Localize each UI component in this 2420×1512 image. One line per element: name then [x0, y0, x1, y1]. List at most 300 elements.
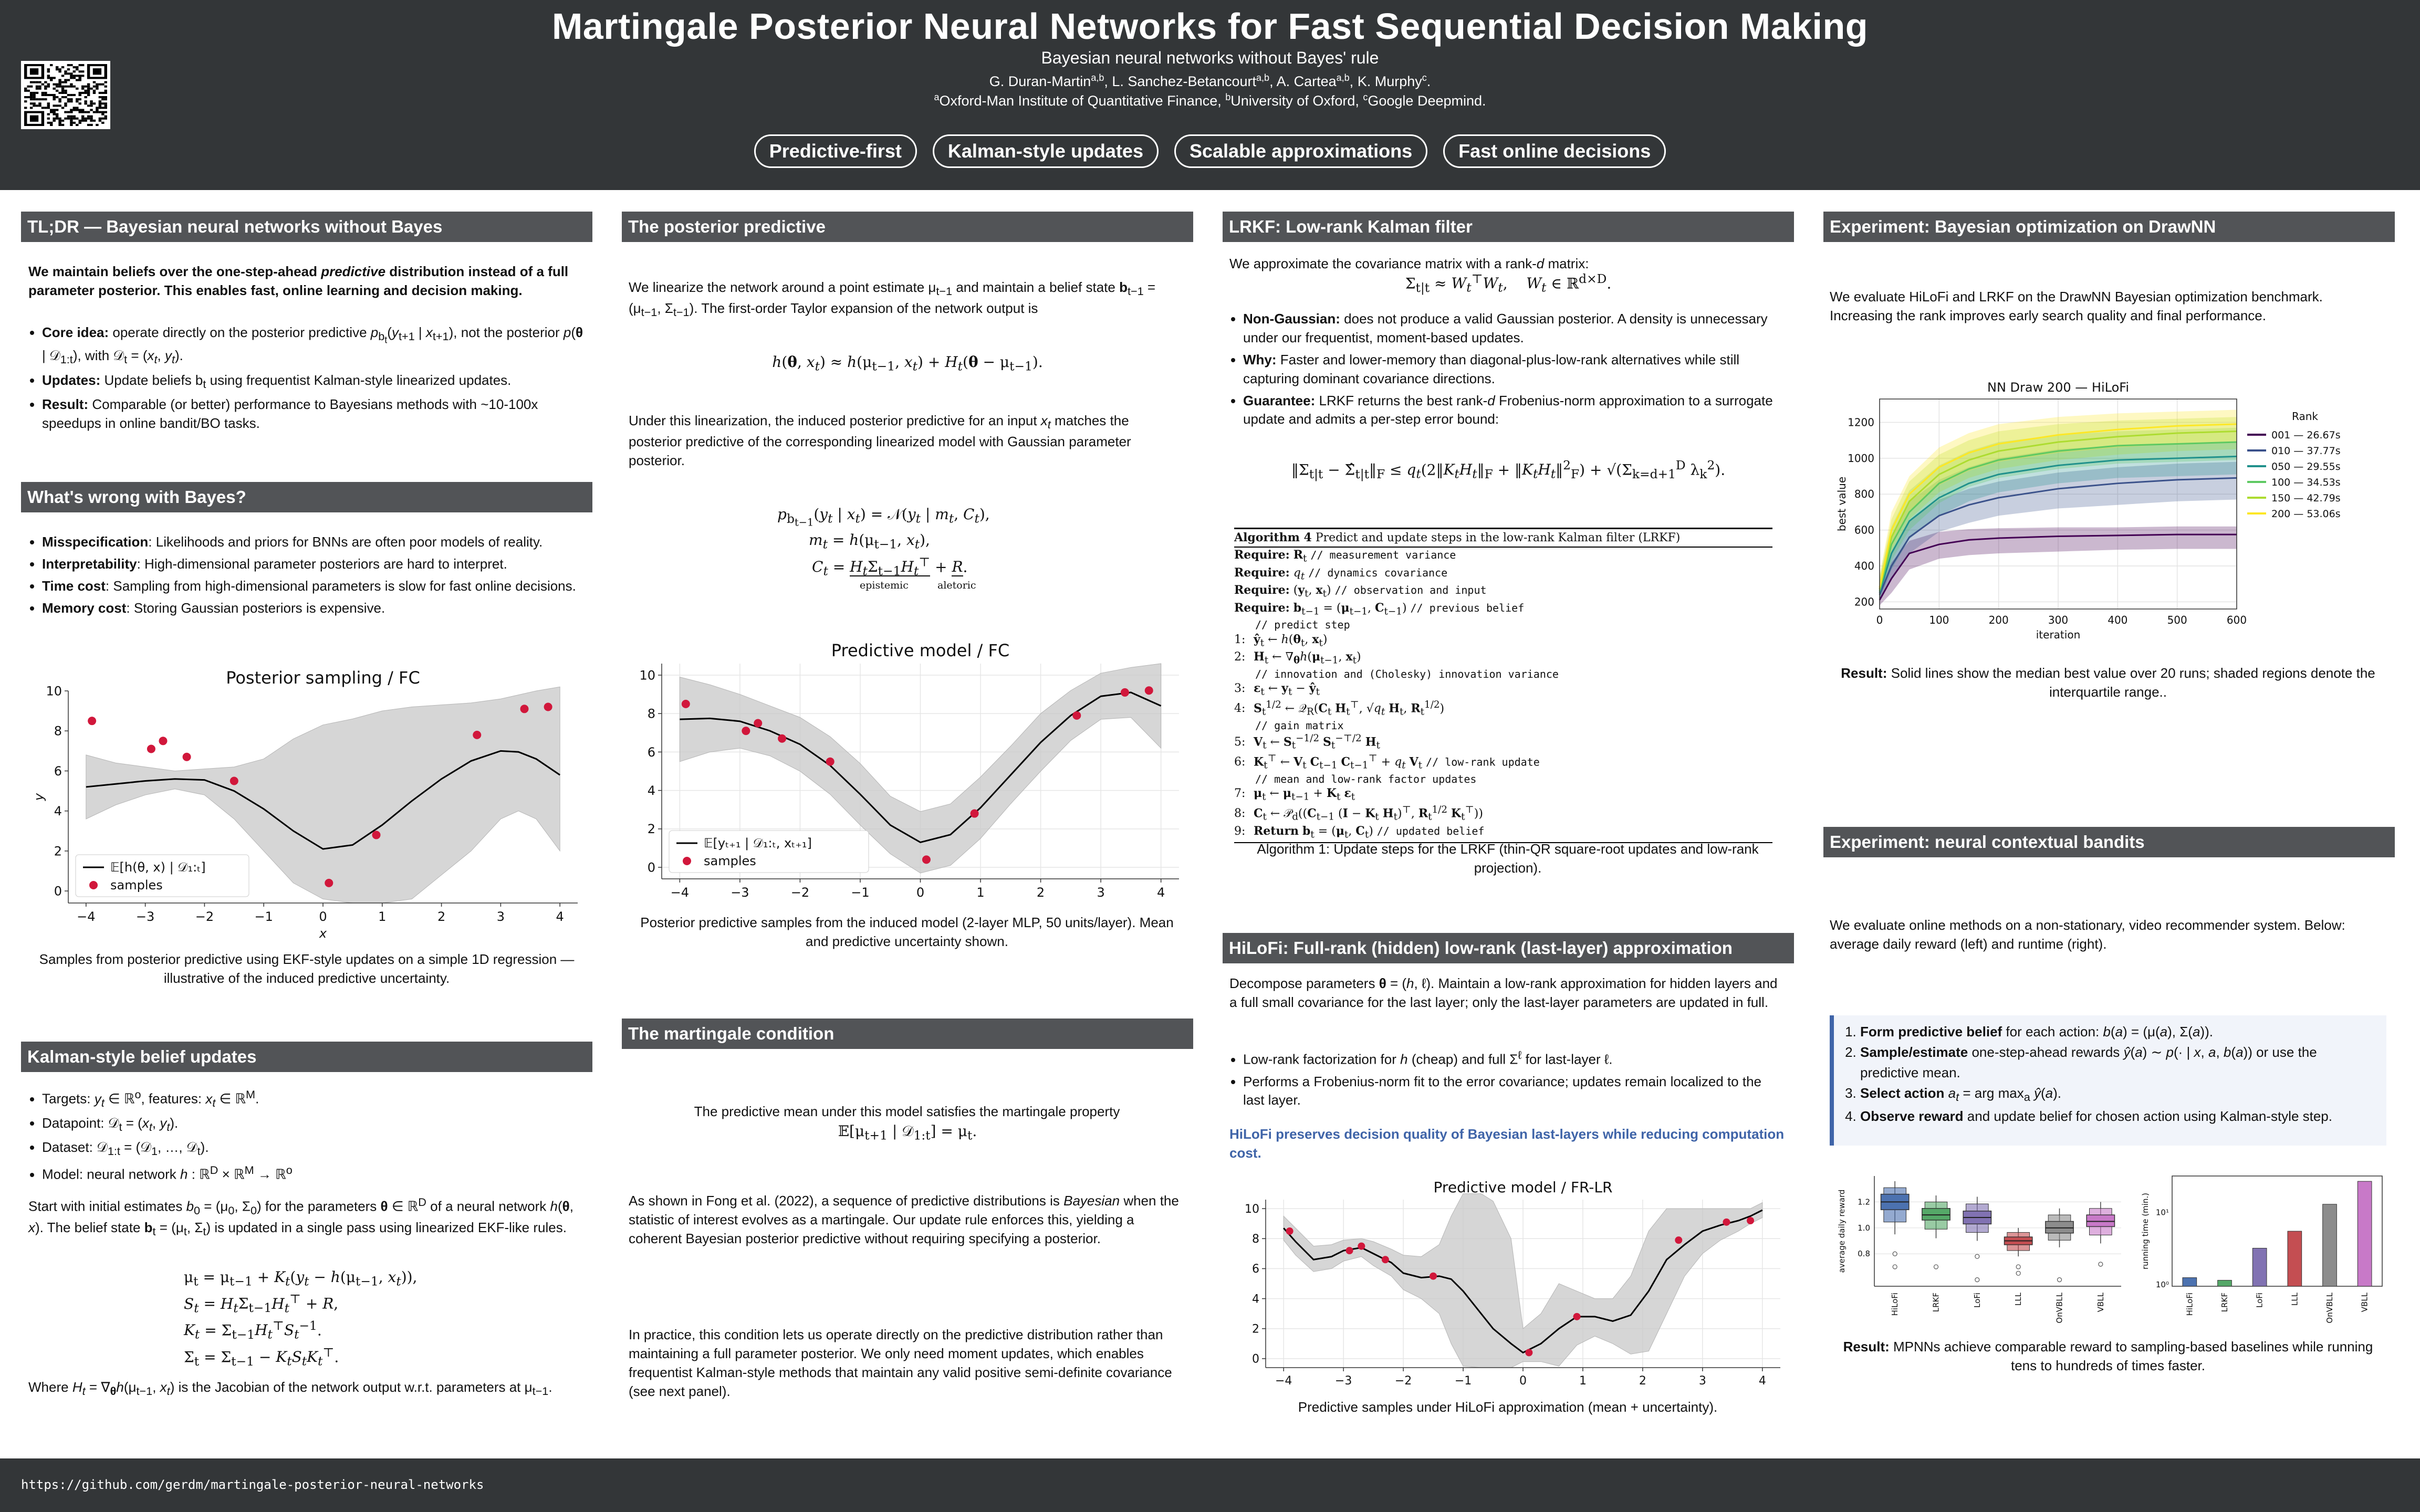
- qr-module: [96, 111, 98, 113]
- x-tick-label: 500: [2167, 614, 2187, 626]
- req-text: observation and input: [1353, 584, 1487, 597]
- qr-module: [70, 111, 72, 113]
- predictive-equations: $p_{b_{t-1}}(y_t$ | $x_t$) = $𝒩(y_t$ | $m_t$, $C_t$), $m_t = h(\mu_{t-1}$, $x_t$), $C_t = H_t\Sigma_{t-1}H_t^⊤ + R$. epistemic aletoric: [777, 506, 990, 591]
- sample-point: [1430, 1273, 1437, 1280]
- alg-comment: // gain matrix: [1255, 719, 1344, 732]
- lrkf-item: • Guarantee: LRKF returns the best rank-d Frobenius-norm approximation to a surrogate update and admits a per-step error bound:: [1243, 392, 1786, 429]
- qr-module: [67, 116, 70, 118]
- qr-finder: [30, 116, 38, 122]
- author: K. Murphy: [1357, 74, 1422, 89]
- sample-point: [1286, 1227, 1294, 1235]
- x-tick-label: VBLL: [2095, 1293, 2105, 1312]
- qr-module: [47, 118, 50, 120]
- bullet-text: , with: [77, 348, 113, 364]
- kalman-heading: Kalman-style belief updates: [21, 1042, 592, 1072]
- qr-module: [56, 109, 58, 111]
- para-text: when the statistic of interest evolves as a martingale. Our update rule enforces this, yielding a coherent Bayesian posterior predictive without requiring specifying a posterior.: [629, 1193, 1179, 1246]
- legend-title: Rank: [2292, 410, 2318, 423]
- affil-sup: a: [934, 92, 940, 102]
- x-tick-label: −4: [77, 909, 96, 924]
- qr-module: [90, 124, 92, 126]
- y-tick-label: 800: [1854, 488, 1874, 501]
- box-outlier: [2099, 1262, 2103, 1266]
- y-tick-label: 4: [647, 783, 655, 799]
- qr-module: [50, 111, 53, 113]
- poster-header: [0, 0, 2420, 190]
- tldr-lead: [28, 262, 585, 300]
- y-axis-label: best value: [1835, 476, 1848, 532]
- qr-module: [76, 68, 78, 70]
- y-axis-label: average daily reward: [1837, 1189, 1847, 1273]
- req-text: previous belief: [1429, 601, 1525, 614]
- predictive-p2: Under this linearization, the induced posterior predictive for an input $x_t$ matches the posterior predictive of the corresponding linearized model with Gaussian parameter posterior.: [629, 413, 1131, 468]
- x-tick-label: 0: [1876, 614, 1883, 626]
- y-axis-label: running time (min.): [2141, 1192, 2150, 1270]
- x-tick-label: 4: [556, 909, 564, 924]
- sample-point: [372, 831, 381, 839]
- legend-label: 𝔼[h(θ, x) | 𝒟₁:ₜ]: [110, 860, 206, 875]
- chart-title: Predictive model / FR-LR: [1433, 1179, 1613, 1196]
- qr-module: [50, 124, 53, 126]
- qr-module: [53, 113, 55, 116]
- lrkf-heading: LRKF: Low-rank Kalman filter: [1223, 212, 1794, 242]
- martingale-equation: $𝔼[\mu_{t+1}$ | 𝒟$_{1:t}$] = $\mu_t$.: [838, 1122, 977, 1143]
- chart-title: NN Draw 200 — HiLoFi: [1987, 380, 2129, 395]
- x-tick-label: −2: [195, 909, 214, 924]
- y-tick-label: 600: [1854, 523, 1874, 537]
- x-tick-label: 1: [976, 885, 985, 900]
- bo-drawnn-chart: [1830, 375, 2392, 654]
- sample-point: [1145, 686, 1153, 695]
- kalman-paragraph: Start with initial estimates $b_0 = (\mu_0$, $\Sigma_0$) for the parameters θ ∈ ℝ$^D$ of a neural network h(θ, x). The belief state $b_t = (\mu_t$, $\Sigma_t$) is updated in a single pass using linearized EKF-like rules.: [28, 1195, 573, 1238]
- qr-module: [58, 68, 61, 70]
- bullet-text: Datapoint:: [42, 1115, 108, 1131]
- hilofi-item: • Low-rank factorization for h (cheap) and full $\Sigma^\ell$ for last-layer ℓ.: [1243, 1047, 1786, 1069]
- qr-module: [93, 120, 96, 122]
- legend-label: 𝔼[yₜ₊₁ | 𝒟₁:ₜ, xₜ₊₁]: [704, 836, 812, 850]
- y-tick-label: 10: [639, 668, 655, 683]
- kalman-item: • Datapoint: 𝒟$_t$ = ($x_t$, $y_t$).: [42, 1114, 585, 1135]
- bullet-text: , not the posterior: [453, 324, 564, 340]
- qr-module: [79, 109, 81, 111]
- sample-point: [1346, 1247, 1353, 1254]
- alg-title: Algorithm 4: [1234, 531, 1312, 544]
- bullet-text: : Storing Gaussian posteriors is expensive.: [126, 600, 385, 616]
- tldr-heading: TL;DR — Bayesian neural networks without Bayes: [21, 212, 592, 242]
- qr-module: [76, 109, 78, 111]
- sample-point: [826, 758, 835, 766]
- para-text: matches the posterior predictive of the corresponding linearized model with Gaussian parameter posterior.: [629, 413, 1131, 468]
- hilofi-caption: Predictive samples under HiLoFi approximation (mean + uncertainty).: [1298, 1399, 1718, 1415]
- pill-predictive-first: Predictive-first: [754, 134, 917, 168]
- y-tick-label: 10: [1245, 1202, 1259, 1216]
- qr-module: [47, 122, 50, 124]
- qr-module: [53, 111, 55, 113]
- tldr-bullets: [28, 323, 585, 436]
- y-tick-label: 4: [1252, 1293, 1259, 1306]
- bo-p1: We evaluate HiLoFi and LRKF on the DrawNN Bayesian optimization benchmark. Increasing the rank improves early search quality and final performance.: [1830, 289, 2323, 323]
- sample-point: [971, 810, 979, 818]
- sample-point: [742, 727, 750, 735]
- para-text: for the parameters: [261, 1198, 381, 1214]
- alg-title-text: Predict and update steps in the low-rank Kalman filter (LRKF): [1311, 531, 1681, 544]
- box-outlier: [1934, 1265, 1938, 1269]
- chart-title: Posterior sampling / FC: [226, 668, 420, 688]
- bullet-label: Interpretability: [42, 555, 137, 572]
- step-text: for each action:: [2002, 1024, 2103, 1040]
- qr-module: [61, 124, 64, 126]
- x-tick-label: LoFi: [2255, 1293, 2265, 1308]
- alg-comment: // low-rank update: [1426, 755, 1540, 769]
- result-text: MPNNs achieve comparable reward to sampling-based baselines while running tens to hundreds of times faster.: [1889, 1339, 2373, 1373]
- martingale-p3: In practice, this condition lets us operate directly on the predictive distribution rather than maintaining a full parameter posterior. We only need moment updates, which enables frequentist Kalman-style methods that maintain any valid positive semi-definite covariance (see next panel).: [629, 1327, 1172, 1399]
- para-text: of a neural network: [426, 1198, 550, 1214]
- box-iqr: [2046, 1221, 2073, 1233]
- qr-module: [90, 118, 92, 120]
- x-tick-label: LLL: [2290, 1293, 2300, 1306]
- tldr-updates: • Updates: Update beliefs $b_t$ using frequentist Kalman-style linearized updates.: [42, 371, 585, 392]
- wrong-item: [42, 599, 585, 618]
- req-text: measurement variance: [1329, 549, 1456, 562]
- box-letter-value: [1966, 1224, 1989, 1232]
- bullet-text: Performs a Frobenius-norm fit to the error covariance; updates remain localized to the last layer.: [1243, 1073, 1762, 1108]
- lowrank-equation: $\Sigma_{t|t} \approx W_t^⊤W_t$, $W_t$ ∈ ℝ$^{d\times D}$.: [1405, 271, 1612, 295]
- x-tick-label: LRKF: [1931, 1293, 1941, 1312]
- sample-point: [682, 700, 690, 708]
- x-tick-label: 1: [1579, 1374, 1587, 1388]
- x-tick-label: 4: [1758, 1374, 1766, 1388]
- poster-subtitle: Bayesian neural networks without Bayes' rule: [1041, 48, 1379, 67]
- qr-module: [73, 116, 76, 118]
- lrkf-p1: We approximate the covariance matrix with a rank-d matrix:: [1229, 256, 1589, 271]
- y-tick-label: 0: [647, 860, 655, 875]
- pill-kalman-updates: Kalman-style updates: [933, 134, 1159, 168]
- qr-module: [61, 120, 64, 122]
- alg-comment: // mean and low-rank factor updates: [1255, 772, 1477, 785]
- bandits-heading: Experiment: neural contextual bandits: [1823, 827, 2395, 857]
- qr-module: [105, 111, 107, 113]
- qr-module: [53, 120, 55, 122]
- qr-module: [81, 116, 84, 118]
- wrong-caption: Samples from posterior predictive using EKF-style updates on a simple 1D regression — illustrative of the induced predictive uncertainty.: [39, 951, 575, 986]
- wrong-item: [42, 533, 585, 552]
- bullet-label: Core idea:: [42, 324, 109, 340]
- x-tick-label: −3: [1334, 1374, 1352, 1388]
- legend-label: 001 — 26.67s: [2271, 429, 2341, 441]
- x-tick-label: 600: [2226, 614, 2247, 626]
- x-tick-label: LoFi: [1972, 1293, 1982, 1308]
- tldr-core-idea: • Core idea: operate directly on the posterior predictive $p_{b_t}(y_{t+1}$ | $x_{t+1}$), not the posterior p(θ | 𝒟$_{1:t}$), with 𝒟$_t$ = ($x_t$, $y_t$).: [42, 323, 585, 368]
- bandit-step: 2. Sample/estimate one-step-ahead rewards ŷ(a) ∼ p(· | x, a, b(a)) or use the predictive mean.: [1860, 1042, 2378, 1083]
- req-label: Require:: [1234, 601, 1290, 615]
- wrong-heading: What's wrong with Bayes?: [21, 482, 592, 512]
- y-tick-label: 8: [647, 706, 655, 721]
- x-tick-label: 3: [1698, 1374, 1706, 1388]
- hilofi-bullets: [1229, 1047, 1786, 1113]
- runtime-bar: [2323, 1204, 2337, 1286]
- y-tick-label: 10⁰: [2155, 1279, 2169, 1289]
- jacobian-note: Where $H_t = \nabla_\theta h(\mu_{t-1}$, $x_t$) is the Jacobian of the network output w.r.t. parameters at $\mu_{t-1}$.: [28, 1379, 552, 1398]
- qr-module: [90, 120, 92, 122]
- kalman-item: • Dataset: 𝒟$_{1:t}$ = (𝒟$_1$, …, 𝒟$_t$).: [42, 1138, 585, 1159]
- runtime-bar: [2252, 1248, 2267, 1286]
- sample-point: [1525, 1349, 1532, 1356]
- para-text: As shown in Fong et al. (2022), a sequence of predictive distributions is: [629, 1193, 1064, 1209]
- qr-module: [70, 116, 72, 118]
- qr-module: [76, 124, 78, 126]
- bullet-text: : Likelihoods and priors for BNNs are often poor models of reality.: [148, 534, 543, 550]
- box-outlier: [1893, 1265, 1897, 1269]
- author-list: G. Duran-Martin$^{a,b}$, L. Sanchez-Betancourt$^{a,b}$, A. Cartea$^{a,b}$, K. Murphy$^c$.: [989, 72, 1431, 89]
- box-letter-value: [1884, 1210, 1906, 1222]
- x-tick-label: 100: [1929, 614, 1949, 626]
- x-tick-label: OnVBLL: [2325, 1293, 2334, 1324]
- para-text: Under this linearization, the induced posterior predictive for an input: [629, 413, 1041, 428]
- qr-module: [50, 122, 53, 124]
- kalman-item: • Model: neural network h : ℝ$^D$ × ℝ$^M$ → ℝ$^o$: [42, 1162, 585, 1184]
- tldr-lead-a: We maintain beliefs over the one-step-ahead: [28, 264, 321, 279]
- qr-module: [96, 109, 98, 111]
- qr-module: [81, 120, 84, 122]
- lrkf-item: [1243, 310, 1786, 348]
- y-tick-label: 400: [1854, 559, 1874, 572]
- qr-module: [105, 116, 107, 118]
- qr-module: [70, 118, 72, 120]
- result-text: Solid lines show the median best value over 20 runs; shaded regions denote the interquartile range..: [1887, 665, 2375, 700]
- x-axis-label: iteration: [2036, 628, 2081, 641]
- qr-module: [99, 111, 101, 113]
- para-text: is the Jacobian of the network output w.r.t. parameters at: [174, 1379, 525, 1395]
- bullet-label: Non-Gaussian:: [1243, 311, 1340, 327]
- epistemic-label: epistemic: [860, 579, 909, 591]
- legend-label: 150 — 42.79s: [2271, 492, 2341, 504]
- qr-module: [56, 116, 58, 118]
- sample-point: [1747, 1217, 1754, 1224]
- bullet-text: Faster and lower-memory than diagonal-plus-low-rank alternatives while still capturing dominant covariance directions.: [1243, 351, 1740, 386]
- qr-module: [53, 118, 55, 120]
- bullet-text: using frequentist Kalman-style linearized updates.: [206, 372, 512, 388]
- para-text: Where: [28, 1379, 72, 1395]
- bullet-label: Result:: [42, 396, 89, 412]
- para-text: Decompose parameters: [1229, 975, 1379, 991]
- qr-module: [70, 120, 72, 122]
- box-letter-value: [1925, 1202, 1947, 1208]
- github-link[interactable]: https://github.com/gerdm/martingale-posterior-neural-networks: [21, 1477, 484, 1492]
- x-tick-label: 0: [319, 909, 327, 924]
- qr-module: [76, 118, 78, 120]
- para-text: We approximate the covariance matrix with a rank-: [1229, 256, 1537, 271]
- y-tick-label: 10¹: [2155, 1208, 2169, 1217]
- posterior-sampling-chart: [32, 667, 588, 940]
- box-outlier: [2016, 1265, 2020, 1269]
- bandits-p1: We evaluate online methods on a non-stationary, video recommender system. Below: average daily reward (left) and runtime (right).: [1830, 917, 2345, 952]
- kalman-bullets: [28, 1087, 585, 1187]
- x-tick-label: −4: [1275, 1374, 1292, 1388]
- y-tick-label: 1.0: [1858, 1223, 1870, 1233]
- x-tick-label: −3: [731, 885, 749, 900]
- box-iqr: [2087, 1215, 2114, 1226]
- bandit-runtime-barchart: [2135, 1166, 2393, 1334]
- taylor-equation: h(θ, $x_t) \approx h(\mu_{t-1}$, $x_t) + H_t(\theta - \mu_{t-1})$.: [772, 353, 1043, 374]
- step-label: Observe reward: [1860, 1108, 1964, 1124]
- y-tick-label: 1.2: [1858, 1197, 1870, 1207]
- box-letter-value: [2090, 1209, 2112, 1215]
- qr-module: [70, 109, 72, 111]
- bullet-text: : Sampling from high-dimensional parameters is slow for fast online decisions.: [105, 578, 576, 594]
- y-tick-label: 10: [46, 684, 62, 699]
- predictive-heading: The posterior predictive: [622, 212, 1193, 242]
- bandit-step: [1860, 1106, 2378, 1127]
- bullet-text: does not produce a valid Gaussian posterior. A density is unnecessary under our frequentist, moment-based updates.: [1243, 311, 1768, 345]
- affiliation: Oxford-Man Institute of Quantitative Finance,: [939, 93, 1222, 109]
- kalman-equations: $\mu_t = \mu_{t-1} + K_t(y_t - h(\mu_{t-1}$, $x_t$)), $S_t = H_t\Sigma_{t-1}H_t^⊤ + R$, $K_t = \Sigma_{t-1}H_t^⊤S_t^{-1}$. $\Sigma_t = \Sigma_{t-1} - K_tS_tK_t^⊤$.: [184, 1268, 418, 1369]
- para-text: . Maintain a low-rank approximation for hidden layers and a full small covariance for the last layer; only the last-layer parameters are updated in full.: [1229, 975, 1778, 1010]
- wrong-item: [42, 555, 585, 574]
- y-tick-label: 0: [54, 884, 62, 899]
- predictive-caption: Posterior predictive samples from the induced model (2-layer MLP, 50 units/layer). Mean and predictive uncertainty shown.: [640, 915, 1174, 949]
- qr-module: [56, 68, 58, 70]
- bullet-text: Dataset:: [42, 1139, 97, 1155]
- box-letter-value: [1884, 1188, 1906, 1194]
- runtime-bar: [2218, 1280, 2232, 1286]
- x-tick-label: 4: [1156, 885, 1165, 900]
- chart-title: Predictive model / FC: [831, 640, 1010, 660]
- para-text: . The belief state: [39, 1219, 144, 1235]
- martingale-p1: The predictive mean under this model satisfies the martingale property: [694, 1104, 1120, 1119]
- kalman-item: • Targets: $y_t$ ∈ ℝ$^o$, features: $x_t$ ∈ ℝ$^M$.: [42, 1087, 585, 1111]
- pill-scalable: Scalable approximations: [1174, 134, 1427, 168]
- step-text: [1944, 1085, 1948, 1101]
- qr-module: [84, 118, 87, 120]
- x-tick-label: HiLoFi: [1890, 1293, 1900, 1316]
- para-text: is updated in a single pass using linearized EKF-like rules.: [211, 1219, 567, 1235]
- box-letter-value: [1966, 1204, 1989, 1211]
- bullet-text: (cheap) and full: [1407, 1051, 1510, 1067]
- y-tick-label: 6: [647, 744, 655, 760]
- sample-point: [147, 745, 155, 753]
- qr-module: [58, 118, 61, 120]
- hilofi-p1: Decompose parameters θ = (h, ℓ). Maintain a low-rank approximation for hidden layers and a full small covariance for the last layer; only the last-layer parameters are updated in full.: [1229, 975, 1778, 1010]
- affiliations: [0, 92, 2420, 109]
- pill-fast-decisions: Fast online decisions: [1443, 134, 1666, 168]
- bullet-text: Comparable (or better) performance to Bayesians methods with ~10-100x speedups in online bandit/BO tasks.: [42, 396, 538, 431]
- tldr-result: [42, 395, 585, 433]
- bullet-text: , features:: [141, 1090, 206, 1107]
- affil-sup: c: [1363, 92, 1368, 102]
- sample-point: [1573, 1313, 1581, 1320]
- y-tick-label: 2: [1252, 1322, 1259, 1336]
- qr-module: [99, 118, 101, 120]
- step-text: or use the predictive mean.: [1860, 1044, 2317, 1080]
- x-tick-label: 2: [1639, 1374, 1646, 1388]
- sample-point: [473, 731, 481, 739]
- x-tick-label: 200: [1988, 614, 2009, 626]
- x-tick-label: VBLL: [2360, 1293, 2370, 1312]
- sample-point: [1382, 1256, 1389, 1263]
- y-tick-label: 0: [1252, 1352, 1259, 1366]
- bullet-text: Low-rank factorization for: [1243, 1051, 1401, 1067]
- qr-module: [67, 68, 70, 70]
- hilofi-heading: HiLoFi: Full-rank (hidden) low-rank (last-layer) approximation: [1223, 933, 1794, 963]
- aleatoric-label: aletoric: [937, 579, 976, 591]
- qr-module: [47, 68, 50, 70]
- y-tick-label: 2: [647, 822, 655, 837]
- tldr-lead-em: predictive: [321, 264, 386, 279]
- qr-module: [101, 111, 104, 113]
- bullet-label: Misspecification: [42, 534, 149, 550]
- qr-module: [87, 118, 90, 120]
- lrkf-caption: Algorithm 1: Update steps for the LRKF (thin-QR square-root updates and low-rank projection).: [1257, 841, 1759, 876]
- y-tick-label: 2: [54, 844, 62, 859]
- legend-label: 200 — 53.06s: [2271, 508, 2341, 520]
- affil-sup: b: [1225, 92, 1231, 102]
- qr-module: [96, 124, 98, 126]
- sample-point: [183, 753, 191, 761]
- req-label: Require:: [1234, 548, 1290, 562]
- bullet-text: Update beliefs b: [100, 372, 203, 388]
- x-tick-label: −2: [790, 885, 810, 900]
- bo-result: [1830, 664, 2386, 702]
- qr-module: [64, 118, 67, 120]
- bandit-step: 1. Form predictive belief for each action: b(a) = (μ(a), Σ(a)).: [1860, 1022, 2378, 1042]
- bullet-text: operate directly on the posterior predictive: [109, 324, 371, 340]
- qr-module: [105, 118, 107, 120]
- author: L. Sanchez-Betancourt: [1112, 74, 1257, 89]
- author-sup: c: [1422, 72, 1427, 83]
- x-axis-label: x: [319, 926, 327, 940]
- bandit-step: 3. Select action $a_t$ = arg $\max_a$ ŷ(a).: [1860, 1083, 2378, 1106]
- bullet-text: for last-layer: [1521, 1051, 1604, 1067]
- box-outlier: [1975, 1278, 1979, 1282]
- affiliation: University of Oxford,: [1230, 93, 1359, 109]
- qr-module: [87, 116, 90, 118]
- qr-module: [73, 109, 76, 111]
- x-tick-label: 2: [1036, 885, 1045, 900]
- x-tick-label: −1: [851, 885, 870, 900]
- qr-module: [64, 111, 67, 113]
- legend-point-swatch: [683, 857, 691, 865]
- plot-frame: [2172, 1176, 2382, 1286]
- para-text: . The first-order Taylor expansion of the network output is: [694, 300, 1038, 317]
- legend-label: samples: [110, 878, 163, 892]
- bullet-text: : High-dimensional parameter posteriors are hard to interpret.: [137, 555, 507, 572]
- y-tick-label: 6: [54, 763, 62, 779]
- qr-module: [70, 124, 72, 126]
- qr-module: [79, 111, 81, 113]
- error-bound-equation: $‖\Sigma_{t|t}$ − $\Sigmâ_{t|t}‖_F$ ≤ $q_t(2‖K_tH_t‖_F$ + $‖K_tH_t‖^2_F) + √(\Sigma_{k=d+1}^D$ $\lambda_k^2$).: [1291, 458, 1726, 481]
- bullet-text: Frobenius-norm approximation to a surrogate update and admits a per-step error bound:: [1243, 392, 1773, 427]
- return-label: Return: [1254, 824, 1299, 838]
- author-sup: a,b: [1256, 72, 1270, 83]
- sample-point: [754, 719, 762, 727]
- sample-point: [1723, 1219, 1730, 1226]
- qr-module: [58, 124, 61, 126]
- x-tick-label: −2: [1394, 1374, 1412, 1388]
- qr-module: [99, 120, 101, 122]
- qr-module: [81, 118, 84, 120]
- box-outlier: [1975, 1254, 1979, 1258]
- bullet-label: Guarantee:: [1243, 392, 1316, 408]
- x-tick-label: 0: [1519, 1374, 1527, 1388]
- req-label: Require:: [1234, 565, 1290, 580]
- box-letter-value: [1925, 1220, 1947, 1229]
- sample-point: [544, 702, 552, 711]
- qr-module: [58, 120, 61, 122]
- y-axis-label: y: [32, 793, 46, 801]
- para-text: and maintain a belief state: [952, 279, 1120, 295]
- box-letter-value: [2090, 1226, 2112, 1235]
- x-tick-label: 2: [437, 909, 446, 924]
